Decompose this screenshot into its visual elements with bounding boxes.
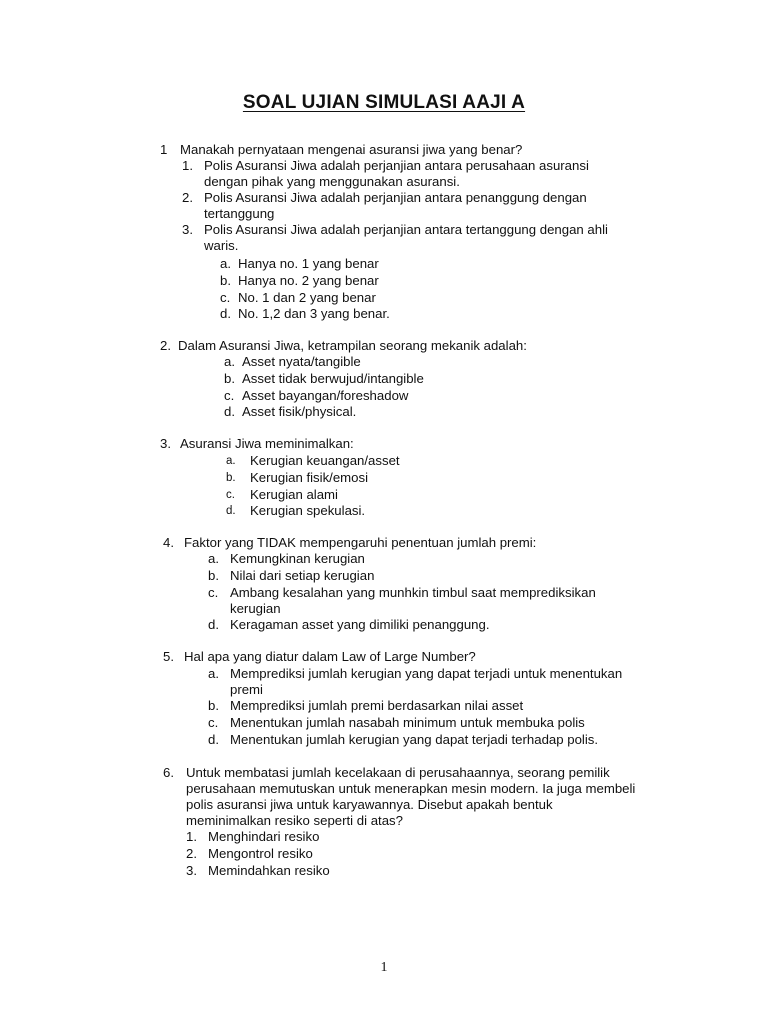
option-letter: a. (208, 551, 219, 566)
question-text: Hal apa yang diatur dalam Law of Large Number? (184, 649, 476, 664)
option-text: Kerugian alami (250, 487, 338, 502)
statement-number: 1. (186, 829, 197, 844)
option-text: Ambang kesalahan yang munhkin timbul saat memprediksikan (230, 585, 596, 600)
question-number: 4. (163, 535, 174, 550)
option-letter: c. (208, 585, 219, 600)
option-letter: b. (208, 568, 219, 583)
option-text: premi (230, 682, 263, 697)
option-letter: b. (208, 698, 219, 713)
option-text: No. 1,2 dan 3 yang benar. (238, 306, 390, 321)
statement-text: Menghindari resiko (208, 829, 320, 844)
option-text: Asset bayangan/foreshadow (242, 388, 409, 403)
question-text: polis asuransi jiwa untuk karyawannya. Disebut apakah bentuk (186, 797, 553, 812)
option-text: Nilai dari setiap kerugian (230, 568, 375, 583)
option-text: No. 1 dan 2 yang benar (238, 290, 376, 305)
question-text: Dalam Asuransi Jiwa, ketrampilan seorang mekanik adalah: (178, 338, 527, 353)
option-text: Menentukan jumlah kerugian yang dapat terjadi terhadap polis. (230, 732, 599, 747)
question-number: 2. (160, 338, 171, 353)
statement-text: dengan pihak yang menggunakan asuransi. (204, 174, 460, 189)
question-text: Faktor yang TIDAK mempengaruhi penentuan jumlah premi: (184, 535, 537, 550)
statement-number: 2. (182, 190, 193, 205)
option-letter: a. (226, 455, 236, 467)
document-title: SOAL UJIAN SIMULASI AAJI A (242, 92, 526, 113)
option-text: Asset tidak berwujud/intangible (242, 371, 424, 386)
option-letter: b. (226, 472, 236, 484)
statement-text: Polis Asuransi Jiwa adalah perjanjian antara tertanggung dengan ahli (204, 222, 608, 237)
option-letter: a. (224, 354, 235, 369)
option-text: Kerugian fisik/emosi (250, 470, 369, 485)
option-text: Hanya no. 1 yang benar (238, 256, 379, 271)
question-text: Asuransi Jiwa meminimalkan: (180, 436, 354, 451)
option-letter: d. (208, 617, 219, 632)
statement-number: 1. (182, 158, 193, 173)
statement-text: Polis Asuransi Jiwa adalah perjanjian antara penanggung dengan (204, 190, 587, 205)
question-number: 5. (163, 649, 174, 664)
option-text: Kemungkinan kerugian (230, 551, 365, 566)
option-letter: d. (220, 306, 231, 321)
option-text: Memprediksi jumlah premi berdasarkan nilai asset (230, 698, 524, 713)
statement-text: Polis Asuransi Jiwa adalah perjanjian antara perusahaan asuransi (204, 158, 589, 173)
option-letter: b. (224, 371, 235, 386)
statement-number: 3. (182, 222, 193, 237)
option-letter: c. (226, 489, 235, 501)
question-text: perusahaan memutuskan untuk menerapkan mesin modern. Ia juga membeli (186, 781, 636, 796)
question-text: meminimalkan resiko seperti di atas? (186, 813, 403, 828)
option-letter: d. (224, 404, 235, 419)
option-text: Kerugian spekulasi. (250, 503, 366, 518)
option-letter: c. (224, 388, 235, 403)
page-number: 1 (380, 960, 388, 975)
option-text: Hanya no. 2 yang benar (238, 273, 379, 288)
question-number: 6. (163, 765, 174, 780)
option-letter: d. (226, 505, 236, 517)
option-text: Kerugian keuangan/asset (250, 453, 400, 468)
option-text: Keragaman asset yang dimiliki penanggung. (230, 617, 490, 632)
option-letter: a. (208, 666, 219, 681)
question-number: 1 (160, 142, 168, 157)
option-letter: c. (220, 290, 231, 305)
option-text: kerugian (230, 601, 281, 616)
question-text: Manakah pernyataan mengenai asuransi jiwa yang benar? (180, 142, 523, 157)
option-letter: c. (208, 715, 219, 730)
option-letter: a. (220, 256, 231, 271)
option-text: Memprediksi jumlah kerugian yang dapat terjadi untuk menentukan (230, 666, 623, 681)
question-text: Untuk membatasi jumlah kecelakaan di perusahaannya, seorang pemilik (186, 765, 610, 780)
option-text: Menentukan jumlah nasabah minimum untuk membuka polis (230, 715, 585, 730)
option-letter: b. (220, 273, 231, 288)
statement-text: Mengontrol resiko (208, 846, 313, 861)
statement-number: 3. (186, 863, 197, 878)
statement-text: Memindahkan resiko (208, 863, 330, 878)
option-text: Asset nyata/tangible (242, 354, 361, 369)
statement-text: waris. (204, 238, 239, 253)
option-text: Asset fisik/physical. (242, 404, 357, 419)
statement-text: tertanggung (204, 206, 275, 221)
question-number: 3. (160, 436, 171, 451)
statement-number: 2. (186, 846, 197, 861)
option-letter: d. (208, 732, 219, 747)
